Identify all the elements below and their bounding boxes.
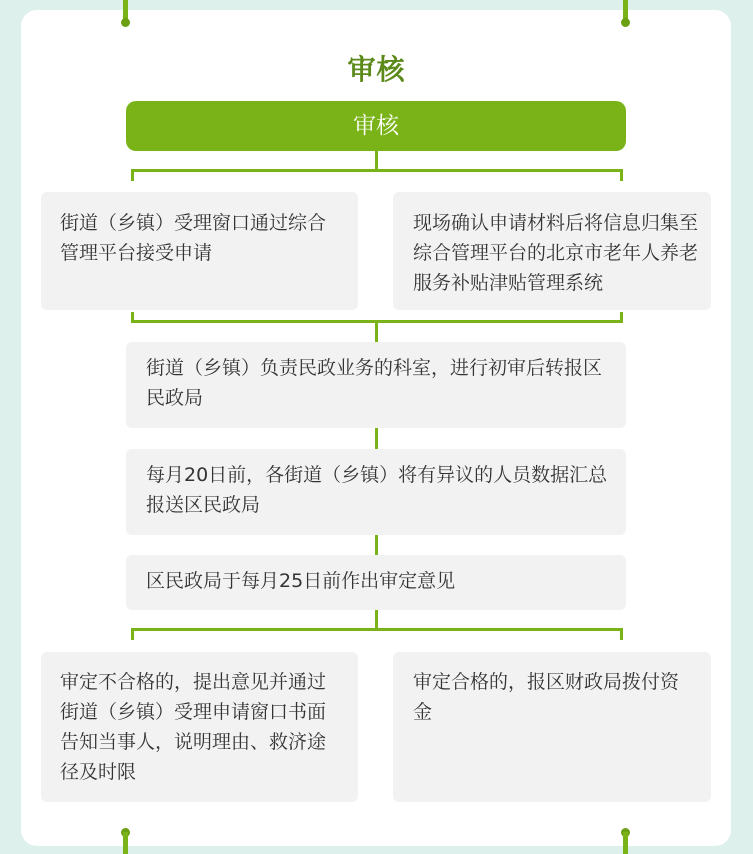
top-right-pin xyxy=(623,0,628,20)
page-title: 审核 xyxy=(347,53,406,86)
connector-line xyxy=(375,428,378,449)
top-left-pin xyxy=(123,0,128,20)
connector-line xyxy=(131,169,134,181)
connector-line xyxy=(131,628,134,640)
step-box-right-5: 审定合格的，报区财政局拨付资金 xyxy=(393,652,711,802)
connector-line xyxy=(620,628,623,640)
top-right-pin-dot xyxy=(621,18,630,27)
connector-line xyxy=(131,169,623,172)
connector-line xyxy=(375,320,378,342)
connector-line xyxy=(375,535,378,555)
connector-line xyxy=(620,169,623,181)
step-box-3: 每月20日前，各街道（乡镇）将有异议的人员数据汇总报送区民政局 xyxy=(126,449,626,535)
step-box-4: 区民政局于每月25日前作出审定意见 xyxy=(126,555,626,610)
top-left-pin-dot xyxy=(121,18,130,27)
step-box-right-1: 现场确认申请材料后将信息归集至综合管理平台的北京市老年人养老服务补贴津贴管理系统 xyxy=(393,192,711,310)
step-box-left-5: 审定不合格的，提出意见并通过街道（乡镇）受理申请窗口书面告知当事人，说明理由、救济途径及时限 xyxy=(41,652,358,802)
connector-line xyxy=(375,151,378,171)
bottom-left-pin xyxy=(123,832,128,854)
connector-line xyxy=(375,610,378,630)
step-box-left-1: 街道（乡镇）受理窗口通过综合管理平台接受申请 xyxy=(41,192,358,310)
connector-line xyxy=(131,628,623,631)
section-banner: 审核 xyxy=(126,101,626,151)
bottom-right-pin xyxy=(623,832,628,854)
step-box-2: 街道（乡镇）负责民政业务的科室，进行初审后转报区民政局 xyxy=(126,342,626,428)
